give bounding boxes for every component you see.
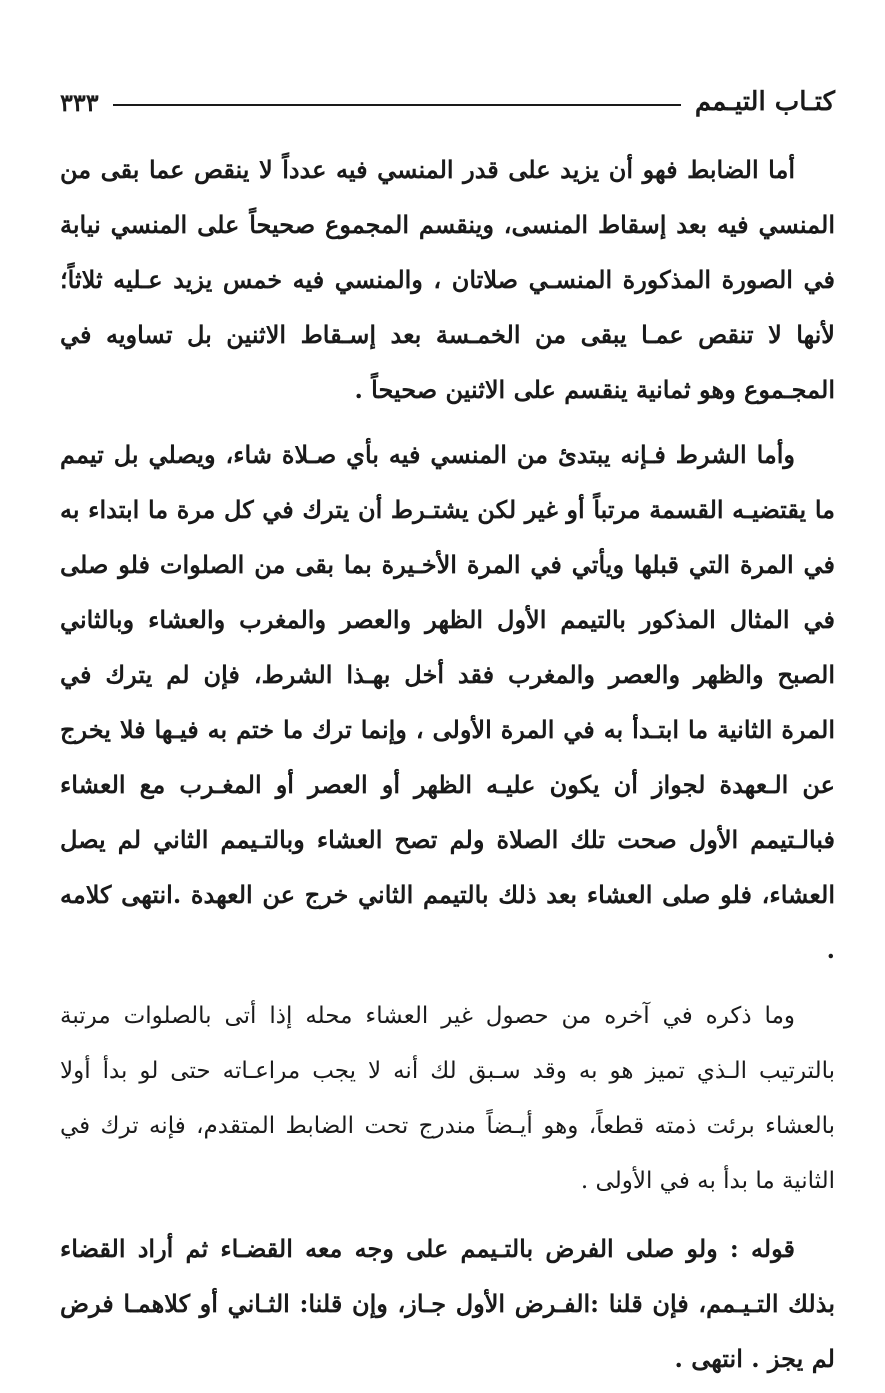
paragraph-rule-definition: أما الضابط فهو أن يزيد على قدر المنسي فيه عدداً لا ينقص عما بقى من المنسي فيه بعد إسقاط المنسى، وينقسم المجموع صحيحاً على المنسي نيابة في الصورة المذكورة المنسـي صلاتان ، والمنسي فيه خمس يزيد عـليه ثلاثاً؛ لأنها لا تنقص عمـا يبقى من الخمـسة بعد إسـقاط الاثنين بل تساويه في المجـموع وهو ثمانية ينقسم على الاثنين صحيحاً .: [60, 155, 835, 404]
paragraph-commentary: وما ذكره في آخره من حصول غير العشاء محله إذا أتى بالصلوات مرتبة بالترتيب الـذي تميز هو به وقد سـبق لك أنه لا يجب مراعـاته حتى لو بدأ أولا بالعشاء برئت ذمته قطعاً، وهو أيـضاً مندرج تحت الضابط المتقدم، فإنه ترك في الثانية ما بدأ به في الأولى .: [60, 1003, 835, 1194]
chapter-title: كتـاب التيـمم: [694, 87, 835, 117]
running-header: [60, 78, 835, 126]
book-page: [60, 78, 835, 1386]
paragraph-quotation: قوله : ولو صلى الفرض بالتـيمم على وجه معه القضـاء ثم أراد القضاء بذلك التـيـمم، فإن قلنا :الفـرض الأول جـاز، وإن قلنا: الثـاني أو كلاهمـا فرض لم يجز . انتهى .: [60, 1234, 835, 1373]
header-rule: [113, 104, 681, 106]
page-number: ٣٣٣: [60, 87, 99, 117]
paragraph-condition: وأما الشرط فـإنه يبتدئ من المنسي فيه بأي صـلاة شاء، ويصلي بل تيمم ما يقتضيـه القسمة مرتباً أو غير لكن يشتـرط أن يترك في كل مرة ما ابتداء به في المرة التي قبلها ويأتي في المرة الأخـيرة بما بقى من الصلوات فلو صلى في المثال المذكور بالتيمم الأول الظهر والعصر والمغرب والعشاء وبالثاني الصبح والظهر والعصر والمغرب فقد أخل بهـذا الشرط، فإن لم يترك في المرة الثانية ما ابتـدأ به في المرة الأولى ، وإنما ترك ما ختم به فيـها فلا يخرج عن الـعهدة لجواز أن يكون عليـه الظهر أو العصر أو المغـرب مع العشاء فبالـتيمم الأول صحت تلك الصلاة ولم تصح العشاء وبالتـيمم الثاني لم يصل العشاء، فلو صلى العشاء بعد ذلك بالتيمم الثاني خرج عن العهدة .انتهى كلامه .: [60, 440, 836, 964]
